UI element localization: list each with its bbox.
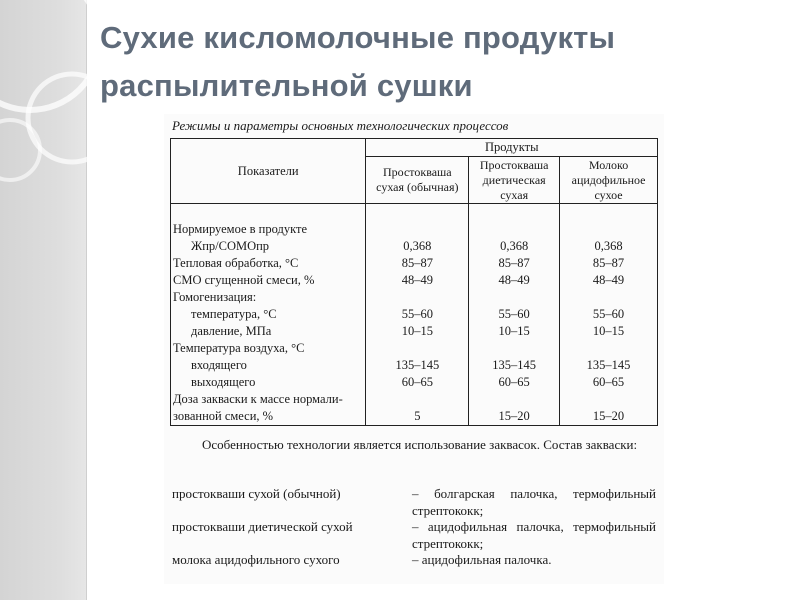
row-value: 60–65	[560, 374, 658, 391]
row-value: 60–65	[366, 374, 469, 391]
row-value: 5	[366, 408, 469, 426]
row-label: выходящего	[171, 374, 366, 391]
table-row	[171, 391, 658, 408]
table-row	[171, 323, 658, 340]
column-header-line: ацидофильное	[571, 172, 646, 187]
ferments-list	[172, 486, 656, 572]
ferment-culture: – ацидофильная палочка, термофильный стрептококк;	[412, 519, 656, 551]
column-header-line: сухое	[594, 187, 623, 202]
technology-paragraph: Особенностью технологии является использование заквасок. Состав закваски:	[202, 437, 638, 452]
slide-title-line-2: распылительной сушки	[100, 68, 473, 103]
row-label: Жпр/СОМОпр	[171, 238, 366, 255]
row-value: 48–49	[366, 272, 469, 289]
side-band	[0, 0, 87, 600]
row-label: Температура воздуха, °С	[171, 340, 366, 357]
row-value	[366, 391, 469, 408]
parameters-table	[170, 138, 658, 426]
row-value: 55–60	[560, 306, 658, 323]
table-row	[171, 238, 658, 255]
row-value: 85–87	[366, 255, 469, 272]
slide-title-line-1: Сухие кисломолочные продукты	[100, 20, 616, 55]
ferment-culture: – ацидофильная палочка.	[412, 552, 552, 567]
column-header-line: Простокваша	[383, 165, 452, 179]
row-label: Нормируемое в продукте	[171, 221, 366, 238]
table-row	[171, 272, 658, 289]
row-value: 55–60	[366, 306, 469, 323]
row-label: Гомогенизация:	[171, 289, 366, 306]
row-value	[366, 340, 469, 357]
row-value: 10–15	[469, 323, 560, 340]
row-value	[560, 391, 658, 408]
row-value	[469, 391, 560, 408]
scanned-document	[164, 114, 664, 584]
row-value	[560, 289, 658, 306]
column-header-line: Молоко	[588, 157, 629, 172]
table-row	[171, 221, 658, 238]
slide-title	[100, 14, 790, 110]
ferment-item	[172, 486, 656, 519]
ferment-item	[172, 519, 656, 552]
row-value: 0,368	[366, 238, 469, 255]
row-value: 55–60	[469, 306, 560, 323]
row-label: Доза закваски к массе нормали-	[171, 391, 366, 408]
ferment-product: простокваши диетической сухой	[172, 519, 353, 534]
row-label: температура, °С	[171, 306, 366, 323]
row-label: зованной смеси, %	[171, 408, 366, 426]
row-value	[366, 221, 469, 238]
row-value	[366, 289, 469, 306]
row-value: 60–65	[469, 374, 560, 391]
table-row	[171, 357, 658, 374]
header-products: Продукты	[366, 139, 658, 157]
row-value: 135–145	[469, 357, 560, 374]
row-value: 15–20	[560, 408, 658, 426]
table-row	[171, 340, 658, 357]
table-row	[171, 255, 658, 272]
table-row	[171, 289, 658, 306]
row-value: 0,368	[469, 238, 560, 255]
column-header	[366, 157, 469, 204]
row-value: 15–20	[469, 408, 560, 426]
row-label: входящего	[171, 357, 366, 374]
row-value: 85–87	[560, 255, 658, 272]
row-value	[469, 340, 560, 357]
row-value: 0,368	[560, 238, 658, 255]
row-value: 10–15	[560, 323, 658, 340]
row-value: 10–15	[366, 323, 469, 340]
row-value: 48–49	[560, 272, 658, 289]
row-value: 135–145	[560, 357, 658, 374]
column-header-line: Простокваша	[479, 157, 549, 172]
row-value	[469, 221, 560, 238]
table-row	[171, 408, 658, 426]
column-header	[469, 157, 560, 204]
row-value	[560, 340, 658, 357]
column-header-line: сухая (обычная)	[376, 180, 459, 194]
row-label: Тепловая обработка, °С	[171, 255, 366, 272]
column-header-line: сухая	[500, 187, 529, 202]
header-indicators: Показатели	[171, 139, 366, 204]
ferment-product: простокваши сухой (обычной)	[172, 486, 341, 501]
ferment-item	[172, 552, 656, 572]
table-caption: Режимы и параметры основных технологических процессов	[172, 118, 509, 133]
column-header-line: диетическая	[482, 172, 546, 187]
ferment-culture: – болгарская палочка, термофильный стрептококк;	[412, 486, 656, 518]
row-value	[560, 221, 658, 238]
column-header	[560, 157, 658, 204]
table-spacer-row	[171, 204, 658, 222]
row-label: СМО сгущенной смеси, %	[171, 272, 366, 289]
row-value: 135–145	[366, 357, 469, 374]
row-value	[469, 289, 560, 306]
row-value: 85–87	[469, 255, 560, 272]
row-label: давление, МПа	[171, 323, 366, 340]
row-value: 48–49	[469, 272, 560, 289]
table-row	[171, 374, 658, 391]
table-row	[171, 306, 658, 323]
ferment-product: молока ацидофильного сухого	[172, 552, 340, 567]
